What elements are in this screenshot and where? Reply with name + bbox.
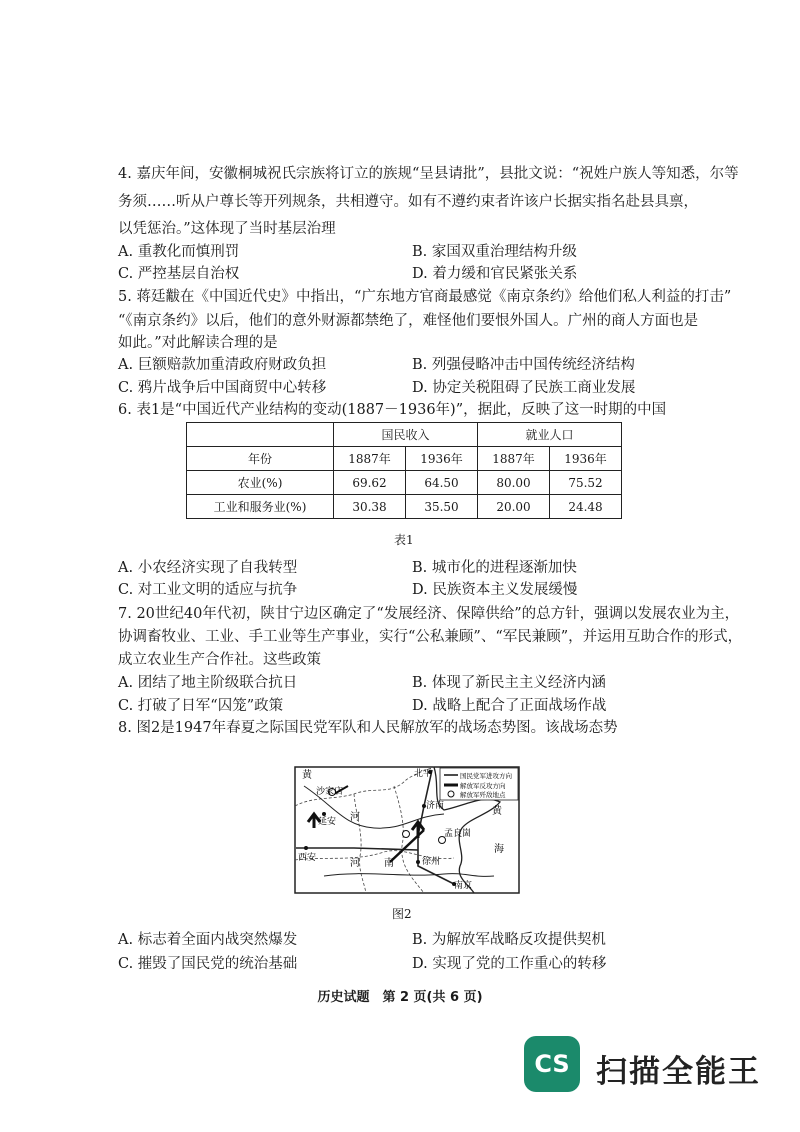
table-cell: 80.00 [478, 471, 550, 495]
q7-line: 7. 20世纪40年代初，陕甘宁边区确定了“发展经济、保障供给”的总方针，强调以发展农业为主， [118, 606, 740, 622]
region-label: 南 [384, 858, 394, 869]
table-corner [187, 423, 334, 447]
city-dot [416, 860, 420, 864]
battlefield-map [294, 766, 520, 894]
q5-option-c: C. 鸦片战争后中国商贸中心转移 [118, 380, 327, 396]
q6-line: 6. 表1是“中国近代产业结构的变动(1887－1936年)”，据此，反映了这一时期的中国 [118, 402, 667, 418]
q4-option-a: A. 重教化而慎刑罚 [118, 244, 240, 260]
table-group-header: 国民收入 [334, 423, 478, 447]
q4-option-c: C. 严控基层自治权 [118, 266, 240, 282]
region-label: 海 [494, 844, 504, 855]
table-cell: 20.00 [478, 495, 550, 519]
table-year: 1887年 [334, 447, 406, 471]
q6-option-d: D. 民族资本主义发展缓慢 [412, 582, 578, 598]
table-caption: 表1 [394, 533, 414, 547]
table-year-label: 年份 [187, 447, 334, 471]
camscanner-logo-icon: CS [524, 1036, 580, 1092]
table-cell: 30.38 [334, 495, 406, 519]
table-year: 1887年 [478, 447, 550, 471]
q5-line: “《南京条约》以后，他们的意外财源都禁绝了，难怪他们要恨外国人。广州的商人方面也是 [118, 313, 699, 329]
page-footer: 历史试题 第 2 页(共 6 页) [317, 990, 483, 1005]
q4-option-d: D. 着力缓和官民紧张关系 [412, 266, 578, 282]
table-year: 1936年 [406, 447, 478, 471]
place-label: 徐州 [422, 857, 441, 867]
legend-battle-icon [448, 791, 454, 797]
table-row [187, 495, 622, 519]
q4-line: 以凭惩治。”这体现了当时基层治理 [118, 221, 336, 237]
place-label: 西安 [298, 853, 317, 863]
q4-line: 4. 嘉庆年间，安徽桐城祝氏宗族将订立的族规“呈县请批”，县批文说：“祝姓户族人等知悉，尔等 [118, 166, 739, 182]
q6-option-a: A. 小农经济实现了自我转型 [118, 560, 298, 576]
table-cell: 75.52 [550, 471, 622, 495]
table-year: 1936年 [550, 447, 622, 471]
q8-option-c: C. 摧毁了国民党的统治基础 [118, 956, 298, 972]
q4-option-b: B. 家国双重治理结构升级 [412, 244, 577, 260]
q7-option-a: A. 团结了地主阶级联合抗日 [118, 675, 298, 691]
city-dot [304, 846, 308, 850]
q7-option-b: B. 体现了新民主主义经济内涵 [412, 675, 606, 691]
q6-option-b: B. 城市化的进程逐渐加快 [412, 560, 577, 576]
q5-line: 如此。”对此解读合理的是 [118, 335, 278, 351]
place-label: 孟良崮 [444, 829, 472, 839]
industry-structure-table [186, 422, 622, 519]
q5-option-a: A. 巨额赔款加重清政府财政负担 [118, 357, 327, 373]
figure-caption: 图2 [392, 907, 412, 921]
region-label: 黄 [492, 806, 502, 817]
legend-label: 解放军反攻方向 [460, 782, 506, 790]
region-label: 河 [350, 858, 360, 869]
q8-option-b: B. 为解放军战略反攻提供契机 [412, 932, 606, 948]
table-cell: 35.50 [406, 495, 478, 519]
q7-option-c: C. 打破了日军“囚笼”政策 [118, 698, 284, 714]
q8-line: 8. 图2是1947年春夏之际国民党军队和人民解放军的战场态势图。该战场态势 [118, 720, 618, 736]
q8-option-d: D. 实现了党的工作重心的转移 [412, 956, 607, 972]
q7-line: 成立农业生产合作社。这些政策 [118, 652, 321, 668]
place-label: 南京 [454, 881, 473, 891]
place-label: 沙家店 [316, 787, 344, 797]
legend-label: 解放军歼敌地点 [460, 791, 506, 799]
legend-label: 国民党军进攻方向 [460, 772, 512, 780]
q5-option-b: B. 列强侵略冲击中国传统经济结构 [412, 357, 635, 373]
q7-line: 协调畜牧业、工业、手工业等生产事业，实行“公私兼顾”、“军民兼顾”，并运用互助合作的形式， [118, 629, 743, 645]
region-label: 河 [350, 812, 360, 823]
q4-line: 务须……听从户尊长等开列规条，共相遵守。如有不遵约束者许该户长据实指名赴县具禀， [118, 194, 698, 210]
place-label: 延安 [318, 817, 337, 827]
q5-line: 5. 蒋廷黻在《中国近代史》中指出，“广东地方官商最感觉《南京条约》给他们私人利益的打击” [118, 289, 732, 305]
q6-option-c: C. 对工业文明的适应与抗争 [118, 582, 298, 598]
table-cell: 69.62 [334, 471, 406, 495]
camscanner-watermark: 扫描全能王 [596, 1054, 761, 1090]
q5-option-d: D. 协定关税阻碍了民族工商业发展 [412, 380, 636, 396]
table-cell: 64.50 [406, 471, 478, 495]
table-cell: 24.48 [550, 495, 622, 519]
battle-site-icon [403, 831, 410, 838]
table-group-header: 就业人口 [478, 423, 622, 447]
region-label: 黄 [302, 770, 312, 781]
q7-option-d: D. 战略上配合了正面战场作战 [412, 698, 607, 714]
q8-option-a: A. 标志着全面内战突然爆发 [118, 932, 298, 948]
place-label: 北平 [414, 769, 433, 779]
table-row-label: 工业和服务业(%) [187, 495, 334, 519]
table-row [187, 471, 622, 495]
table-row-label: 农业(%) [187, 471, 334, 495]
city-dot [322, 812, 326, 816]
place-label: 济南 [426, 801, 445, 811]
